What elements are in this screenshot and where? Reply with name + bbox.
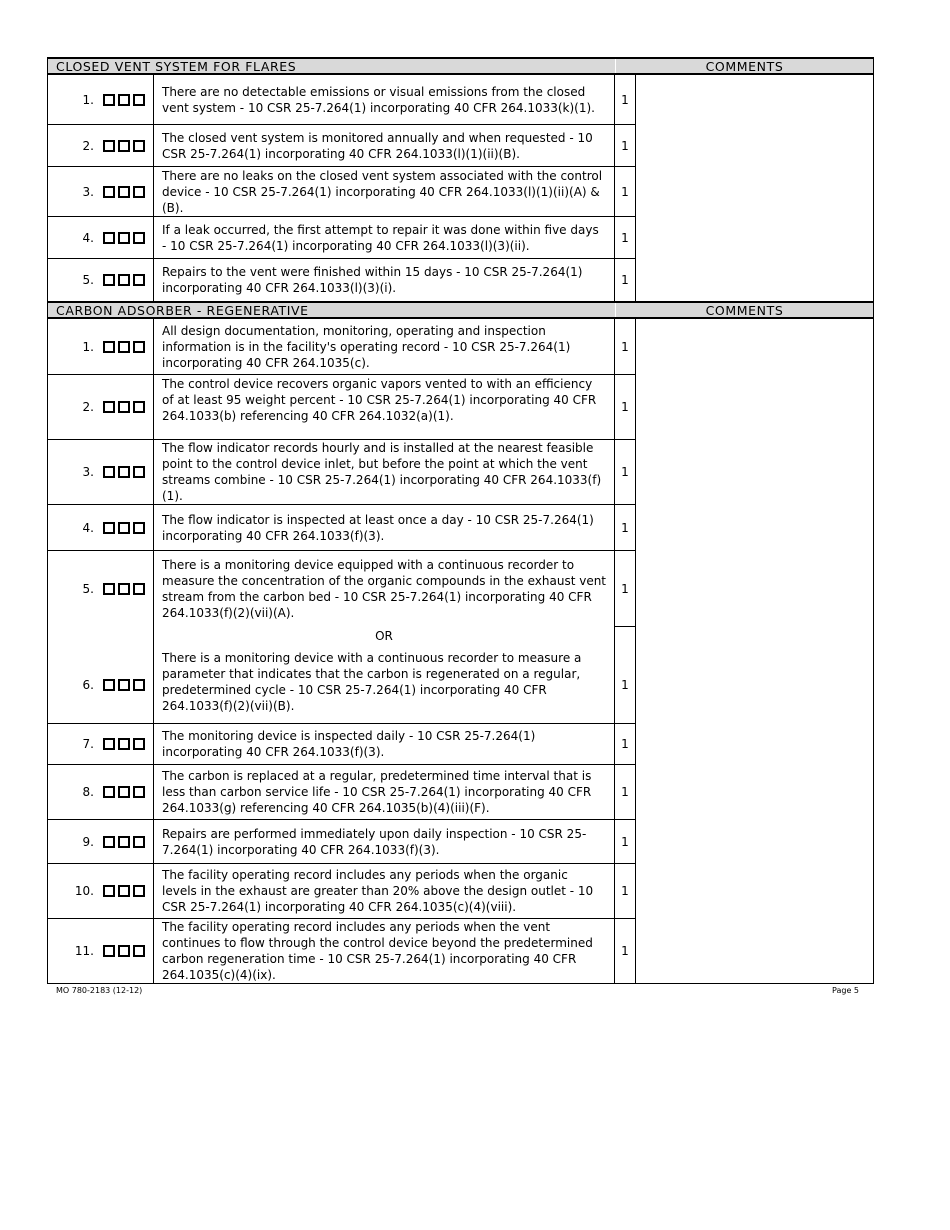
yes-checkbox[interactable] <box>103 945 115 957</box>
item-score: 1 <box>621 944 629 958</box>
na-checkbox[interactable] <box>133 140 145 152</box>
item-number: 1. <box>82 339 94 354</box>
item-score: 1 <box>621 339 629 354</box>
checklist-row <box>48 551 635 626</box>
na-checkbox[interactable] <box>133 341 145 353</box>
yes-checkbox[interactable] <box>103 341 115 353</box>
item-score: 1 <box>621 465 629 479</box>
no-checkbox[interactable] <box>118 786 130 798</box>
comments-label: COMMENTS <box>615 303 873 317</box>
yes-checkbox[interactable] <box>103 274 115 286</box>
yes-checkbox[interactable] <box>103 583 115 595</box>
na-checkbox[interactable] <box>133 679 145 691</box>
section-header-carbon-adsorber <box>47 301 874 319</box>
na-checkbox[interactable] <box>133 94 145 106</box>
checklist-row <box>48 864 635 919</box>
na-checkbox[interactable] <box>133 836 145 848</box>
section-carbon-adsorber <box>47 319 874 984</box>
item-text: The closed vent system is monitored annually and when requested - 10 CSR 25-7.264(1) incorporating 40 CFR 264.1033(l)(1)(ii)(B). <box>154 125 615 166</box>
item-score: 1 <box>621 737 629 751</box>
item-score: 1 <box>621 230 629 245</box>
checklist-row <box>48 75 635 125</box>
yes-checkbox[interactable] <box>103 232 115 244</box>
item-score: 1 <box>621 138 629 153</box>
na-checkbox[interactable] <box>133 885 145 897</box>
item-text: The monitoring device is inspected daily - 10 CSR 25-7.264(1) incorporating 40 CFR 264.1033(f)(3). <box>154 724 615 764</box>
item-score: 1 <box>621 184 629 199</box>
item-score: 1 <box>621 273 629 287</box>
item-text: The facility operating record includes any periods when the organic levels in the exhaust are greater than 20% above the design outlet - 10 CSR 25-7.264(1) incorporating 40 CFR 264.1035(c)(4)(viii). <box>154 864 615 918</box>
item-text: There are no detectable emissions or visual emissions from the closed vent system - 10 CSR 25-7.264(1) incorporating 40 CFR 264.1033(k)(1). <box>154 75 615 124</box>
checklist-row <box>48 440 635 505</box>
item-text: The facility operating record includes any periods when the vent continues to flow through the control device beyond the predetermined carbon regeneration time - 10 CSR 25-7.264(1) incorporating 40 CFR 264.1035(c)(4)(ix). <box>154 919 615 983</box>
yes-checkbox[interactable] <box>103 140 115 152</box>
yes-checkbox[interactable] <box>103 522 115 534</box>
na-checkbox[interactable] <box>133 522 145 534</box>
no-checkbox[interactable] <box>118 140 130 152</box>
comments-field-closed-vent[interactable] <box>635 75 873 301</box>
na-checkbox[interactable] <box>133 274 145 286</box>
item-number: 9. <box>82 834 94 849</box>
no-checkbox[interactable] <box>118 945 130 957</box>
item-score: 1 <box>621 581 629 596</box>
comments-label: COMMENTS <box>615 59 873 73</box>
item-text: There is a monitoring device with a continuous recorder to measure a parameter that indicates that the carbon is regenerated on a regular, predetermined cycle - 10 CSR 25-7.264(1) incorporating 40 CFR 264.1033(f)(2)(vii)(B). <box>154 646 615 723</box>
yes-checkbox[interactable] <box>103 186 115 198</box>
item-number: 5. <box>82 273 94 287</box>
or-label: OR <box>154 626 615 646</box>
section-title: CLOSED VENT SYSTEM FOR FLARES <box>56 58 297 74</box>
na-checkbox[interactable] <box>133 945 145 957</box>
no-checkbox[interactable] <box>118 679 130 691</box>
checklist-row <box>48 319 635 375</box>
item-number: 8. <box>82 785 94 799</box>
item-text: The control device recovers organic vapors vented to with an efficiency of at least 95 weight percent - 10 CSR 25-7.264(1) incorporating 40 CFR 264.1033(b) referencing 40 CFR 264.1032(a)(1). <box>154 375 615 439</box>
checklist-row <box>48 125 635 167</box>
yes-checkbox[interactable] <box>103 679 115 691</box>
checklist-row <box>48 820 635 864</box>
item-number: 3. <box>82 465 94 479</box>
no-checkbox[interactable] <box>118 583 130 595</box>
item-number: 5. <box>82 581 94 596</box>
no-checkbox[interactable] <box>118 466 130 478</box>
na-checkbox[interactable] <box>133 583 145 595</box>
yes-checkbox[interactable] <box>103 94 115 106</box>
yes-checkbox[interactable] <box>103 401 115 413</box>
item-score: 1 <box>621 785 629 799</box>
no-checkbox[interactable] <box>118 341 130 353</box>
comments-field-carbon-adsorber[interactable] <box>635 319 873 983</box>
item-number: 3. <box>82 184 94 199</box>
item-score: 1 <box>621 834 629 849</box>
no-checkbox[interactable] <box>118 885 130 897</box>
page-number: Page 5 <box>832 986 859 995</box>
na-checkbox[interactable] <box>133 401 145 413</box>
item-text: Repairs are performed immediately upon daily inspection - 10 CSR 25-7.264(1) incorporating 40 CFR 264.1033(f)(3). <box>154 820 615 863</box>
yes-checkbox[interactable] <box>103 738 115 750</box>
item-number: 2. <box>82 400 94 414</box>
item-text: There is a monitoring device equipped with a continuous recorder to measure the concentration of the organic compounds in the exhaust vent stream from the carbon bed - 10 CSR 25-7.264(1) incorporating 40 CFR 264.1033(f)(2)(vii)(A). <box>154 551 615 626</box>
item-text: If a leak occurred, the first attempt to repair it was done within five days - 10 CSR 25-7.264(1) incorporating 40 CFR 264.1033(l)(3)(ii). <box>154 217 615 258</box>
no-checkbox[interactable] <box>118 186 130 198</box>
item-text: Repairs to the vent were finished within 15 days - 10 CSR 25-7.264(1) incorporating 40 CFR 264.1033(l)(3)(i). <box>154 259 615 301</box>
item-score: 1 <box>621 884 629 898</box>
item-score: 1 <box>621 677 629 692</box>
item-score: 1 <box>621 520 629 535</box>
checklist-row <box>48 765 635 820</box>
no-checkbox[interactable] <box>118 232 130 244</box>
inspection-form <box>47 57 874 984</box>
or-separator <box>48 626 635 646</box>
yes-checkbox[interactable] <box>103 836 115 848</box>
item-number: 10. <box>74 884 94 898</box>
item-number: 11. <box>74 944 94 958</box>
no-checkbox[interactable] <box>118 274 130 286</box>
section-closed-vent <box>47 75 874 301</box>
no-checkbox[interactable] <box>118 738 130 750</box>
item-number: 2. <box>82 138 94 153</box>
item-text: All design documentation, monitoring, operating and inspection information is in the facility's operating record - 10 CSR 25-7.264(1) incorporating 40 CFR 264.1035(c). <box>154 319 615 374</box>
checklist-row <box>48 505 635 551</box>
yes-checkbox[interactable] <box>103 786 115 798</box>
na-checkbox[interactable] <box>133 232 145 244</box>
checklist-row <box>48 724 635 765</box>
item-score: 1 <box>621 400 629 414</box>
item-number: 4. <box>82 230 94 245</box>
section-header-closed-vent <box>47 57 874 75</box>
section-title: CARBON ADSORBER - REGENERATIVE <box>56 302 309 318</box>
checklist-row <box>48 646 635 724</box>
item-score: 1 <box>621 92 629 107</box>
item-text: There are no leaks on the closed vent system associated with the control device - 10 CSR 25-7.264(1) incorporating 40 CFR 264.1033(l)(1)(ii)(A) & (B). <box>154 167 615 216</box>
no-checkbox[interactable] <box>118 522 130 534</box>
yes-checkbox[interactable] <box>103 466 115 478</box>
yes-checkbox[interactable] <box>103 885 115 897</box>
checklist-row <box>48 217 635 259</box>
na-checkbox[interactable] <box>133 786 145 798</box>
item-number: 1. <box>82 92 94 107</box>
na-checkbox[interactable] <box>133 738 145 750</box>
na-checkbox[interactable] <box>133 466 145 478</box>
form-id: MO 780-2183 (12-12) <box>56 986 143 995</box>
checklist-row <box>48 167 635 217</box>
checklist-row <box>48 919 635 983</box>
checklist-row <box>48 375 635 440</box>
no-checkbox[interactable] <box>118 94 130 106</box>
item-text: The flow indicator records hourly and is installed at the nearest feasible point to the control device inlet, but before the point at which the vent streams combine - 10 CSR 25-7.264(1) incorporating 40 CFR 264.1033(f)(1). <box>154 440 615 504</box>
item-text: The flow indicator is inspected at least once a day - 10 CSR 25-7.264(1) incorporating 40 CFR 264.1033(f)(3). <box>154 505 615 550</box>
checklist-row <box>48 259 635 301</box>
no-checkbox[interactable] <box>118 401 130 413</box>
na-checkbox[interactable] <box>133 186 145 198</box>
item-number: 6. <box>82 677 94 692</box>
item-text: The carbon is replaced at a regular, predetermined time interval that is less than carbon service life - 10 CSR 25-7.264(1) incorporating 40 CFR 264.1033(g) referencing 40 CFR 264.1035(b)(4)(iii)(F). <box>154 765 615 819</box>
item-number: 7. <box>82 737 94 751</box>
page-footer <box>56 986 859 995</box>
no-checkbox[interactable] <box>118 836 130 848</box>
item-number: 4. <box>82 520 94 535</box>
